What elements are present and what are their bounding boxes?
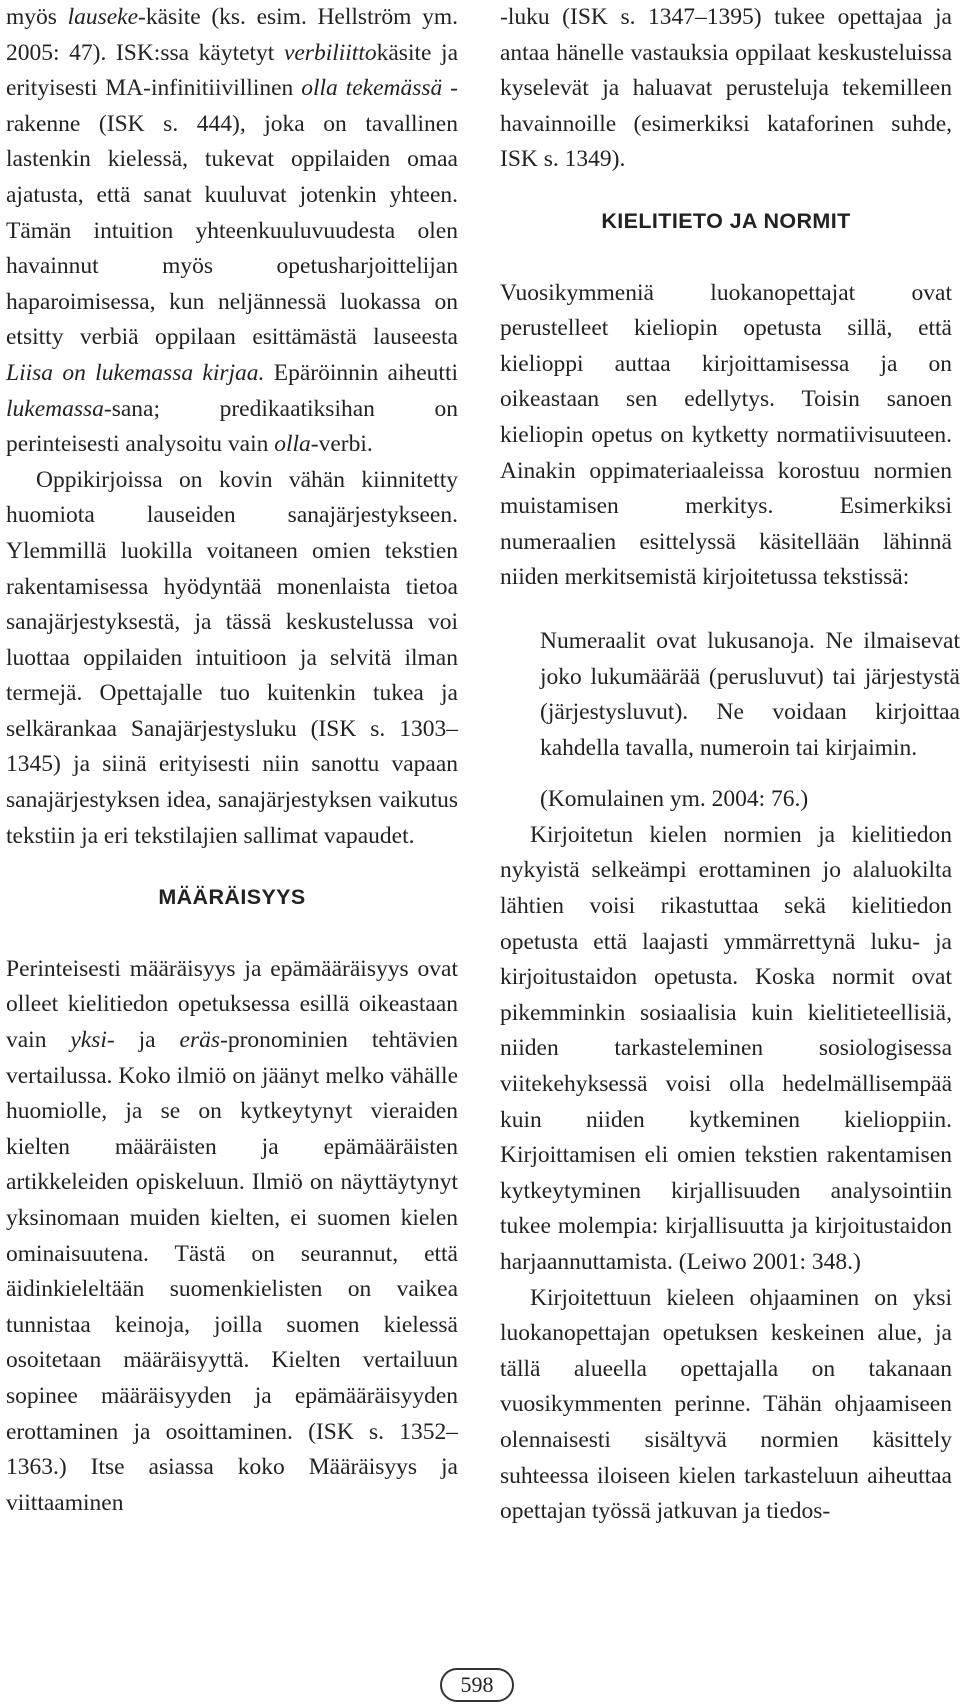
quote-text: Numeraalit ovat lukusanoja. Ne ilmaisevat joko lukumäärää (perusluvut) tai järjestystä (järjestysluvut). Ne voidaan kirjoittaa kahdella tavalla, numeroin tai kirjaimin. [540,627,960,761]
paragraph: Kirjoitetun kielen normien ja kielitiedon nykyistä selkeämpi erottaminen jo alaluokilta lähtien voisi rikastuttaa sekä kielitiedon opetusta että laajasti ymmärrettynä luku- ja kirjoitustaidon opetusta. Koska normit ovat pikemminkin sosiaalisia kuin kielitieteellisiä, niiden tarkasteleminen sosiologisessa viitekehyksessä voisi olla hedelmällisempää kuin niiden kytkeminen kielioppiin. Kirjoittamisen eli omien tekstien rakentamisen kytkeytyminen kirjallisuuden analysointiin tukee molempia: kirjallisuutta ja kirjoitustaidon harjaannuttamista. (Leiwo 2001: 348.) [500,821,952,1275]
page-number: 598 [440,1668,514,1702]
block-quote [540,624,960,818]
paragraph: Perinteisesti määräisyys ja epämääräisyys ovat olleet kielitiedon opetuksessa esillä oikeastaan vain yksi- ja eräs-pronominien tehtävien vertailussa. Koko ilmiö on jäänyt melko vähälle huomiolle, ja se on kytkeytynyt vieraiden kielten määräisten ja epämääräisten artikkeleiden opiskeluun. Ilmiö on näyttäytynyt yksinomaan muiden kielten, ei suomen kielen ominaisuutena. Tästä on seurannut, että äidinkieleltään suomenkielisten on vaikea tunnistaa keinoja, joilla suomen kielessä osoitetaan määräisyyttä. Kielten vertailuun sopinee määräisyyden ja epämääräisyyden erottaminen ja osoittaminen. (ISK s. 1352–1363.) Itse asiassa koko Määräisyys ja viittaaminen [6,955,458,1516]
paragraph: myös lauseke-käsite (ks. esim. Hellström ym. 2005: 47). ISK:ssa käytetyt verbiliittokäsite ja erityisesti MA-infinitiivillinen olla tekemässä -rakenne (ISK s. 444), joka on tavallinen lastenkin kielessä, tukevat oppilaiden omaa ajatusta, että sanat kuuluvat jotenkin yhteen. Tämän intuition yhteenkuuluvuudesta olen havainnut myös opetusharjoittelijan haparoimisessa, kun neljännessä luokassa on etsitty verbiä oppilaan esittämästä lauseesta Liisa on lukemassa kirjaa. Epäröinnin aiheutti lukemassa-sana; predikaatiksihan on perinteisesti analysoitu vain olla-verbi. [6,4,459,458]
paragraph: Kirjoitettuun kieleen ohjaaminen on yksi luokanopettajan opetuksen keskeinen alue, ja tällä alueella opettajalla on takanaan vuosikymmenten perinne. Tähän ohjaamiseen olennaisesti sisältyvä normien käsittely suhteessa iloiseen kielen tarkasteluun aiheuttaa opettajan työssä jatkuvan ja tiedos- [500,1284,952,1525]
right-column [500,0,960,1530]
paragraph: -luku (ISK s. 1347–1395) tukee opettajaa ja antaa hänelle vastauksia oppilaat keskusteluissa kyselevät ja haluavat perusteluja tekemilleen havainnoille (esimerkiksi kataforinen suhde, ISK s. 1349). [500,4,952,173]
quote-citation: (Komulainen ym. 2004: 76.) [540,786,809,813]
section-heading: MÄÄRÄISYYS [158,885,306,910]
left-column [6,0,458,1521]
section-heading: KIELITIETO JA NORMIT [601,208,851,233]
paragraph: Oppikirjoissa on kovin vähän kiinnitetty huomiota lauseiden sanajärjestykseen. Ylemmillä luokilla voitaneen omien tekstien rakentamisessa hyödyntää monenlaista tietoa sanajärjestyksestä, ja tässä keskustelussa voi luottaa oppilaiden intuitioon ja selvitä ilman termejä. Opettajalle tuo kuitenkin tukea ja selkärankaa Sanajärjestysluku (ISK s. 1303–1345) ja siinä erityisesti niin sanottu vapaan sanajärjestyksen idea, sanajärjestyksen vaikutus tekstiin ja eri tekstilajien sallimat vapaudet. [6,466,458,849]
paragraph: Vuosikymmeniä luokanopettajat ovat perustelleet kieliopin opetusta sillä, että kielioppi auttaa kirjoittamisessa ja on oikeastaan sen edellytys. Toisin sanoen kieliopin opetus on kytketty normatiivisuuteen. Ainakin oppimateriaaleissa korostuu normien muistamisen merkitys. Esimerkiksi numeraalien esittelyssä käsitellään lähinnä niiden merkitsemistä kirjoitetussa tekstissä: [500,279,952,591]
